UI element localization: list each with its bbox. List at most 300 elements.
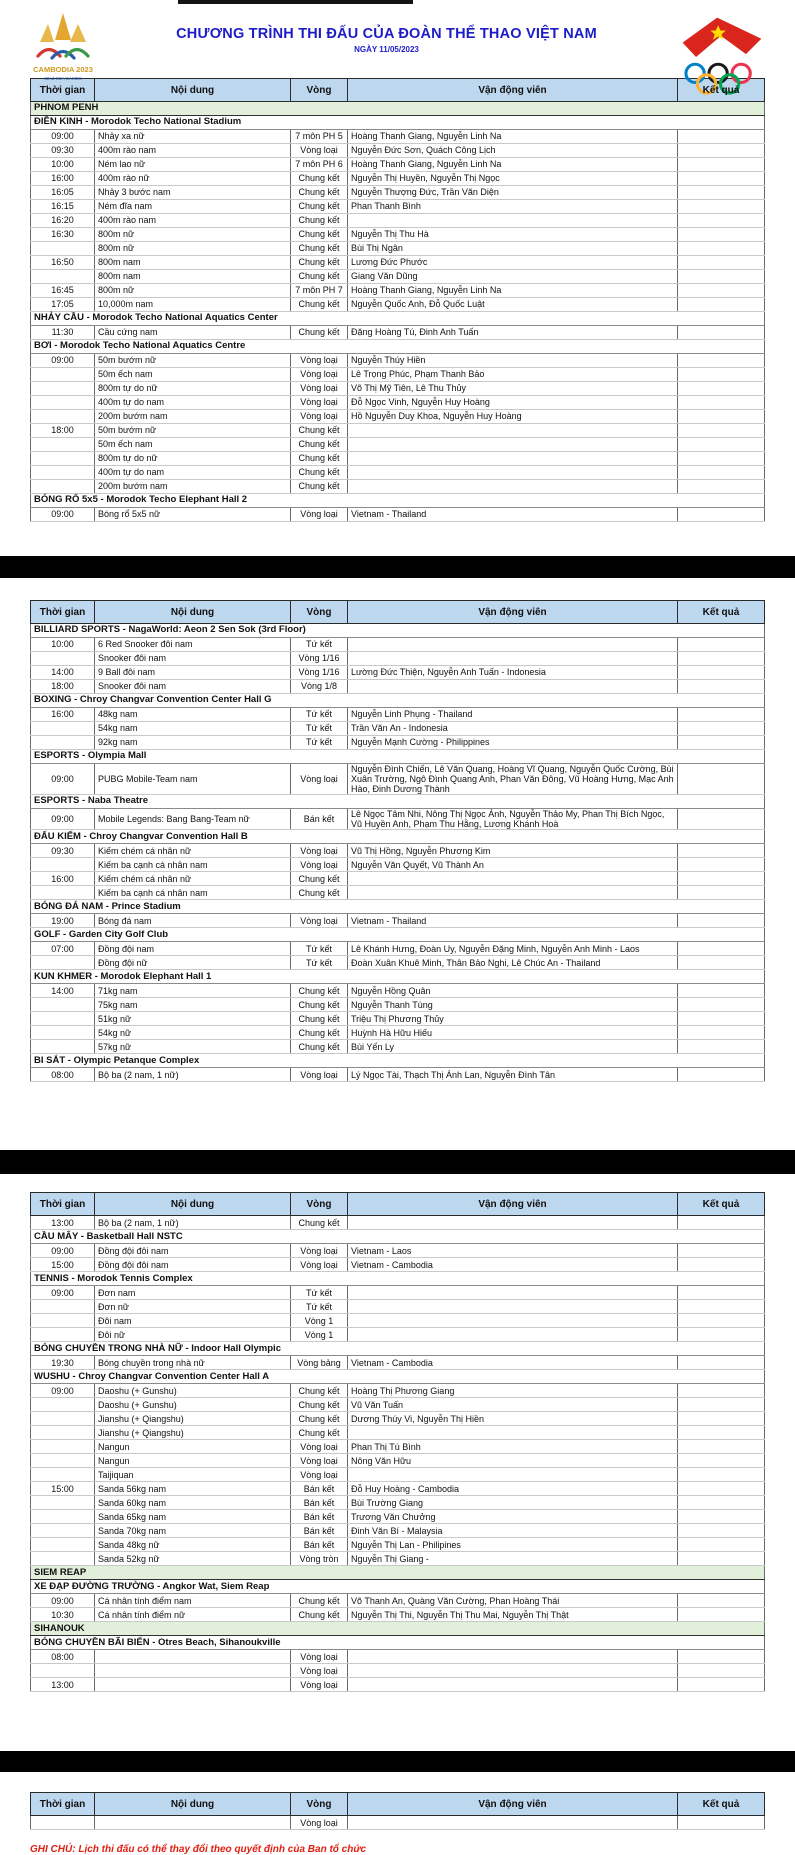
column-header: Vòng [291,601,348,624]
event-cell: 400m rào nữ [95,172,291,186]
round-cell: Vòng loại [291,508,348,522]
time-cell [31,466,95,480]
round-cell: Vòng loại [291,368,348,382]
event-row [31,1356,765,1370]
time-cell [31,886,95,900]
result-cell [678,326,765,340]
athletes-cell: Nguyễn Văn Quyết, Vũ Thành An [348,858,678,872]
result-cell [678,1286,765,1300]
event-row [31,368,765,382]
sport-section-row [31,970,765,984]
sport-section-row [31,694,765,708]
event-cell: Taijiquan [95,1468,291,1482]
event-row [31,844,765,858]
scan-artifact-line [178,0,413,4]
result-cell [678,1816,765,1830]
athletes-cell: Vũ Thị Hồng, Nguyễn Phương Kim [348,844,678,858]
result-cell [678,256,765,270]
athletes-cell [348,466,678,480]
page-title: CHƯƠNG TRÌNH THI ĐẤU CỦA ĐOÀN THỂ THAO VIỆT NAM [176,26,597,42]
event-row [31,652,765,666]
round-cell: Tứ kết [291,1300,348,1314]
event-cell: 6 Red Snooker đôi nam [95,638,291,652]
result-cell [678,354,765,368]
athletes-cell: Nguyễn Hồng Quân [348,984,678,998]
athletes-cell: Dương Thúy Vi, Nguyễn Thị Hiền [348,1412,678,1426]
athletes-cell: Vietnam - Laos [348,1244,678,1258]
result-cell [678,242,765,256]
athletes-cell: Nguyễn Thúy Hiền [348,354,678,368]
event-row [31,1608,765,1622]
column-header: Thời gian [31,601,95,624]
round-cell: Bán kết [291,1510,348,1524]
schedule-page-2 [30,600,765,1082]
event-cell: Đồng đội nữ [95,956,291,970]
sport-section-row [31,830,765,844]
column-header: Kết quả [678,1193,765,1216]
time-cell: 16:00 [31,708,95,722]
result-cell [678,508,765,522]
athletes-cell [348,1216,678,1230]
event-row [31,736,765,750]
event-row [31,1040,765,1054]
column-header: Thời gian [31,1793,95,1816]
athletes-cell [348,1664,678,1678]
round-cell: Chung kết [291,1594,348,1608]
round-cell: Vòng tròn [291,1552,348,1566]
result-cell [678,1384,765,1398]
event-row [31,886,765,900]
athletes-cell: Bùi Trường Giang [348,1496,678,1510]
event-cell: Mobile Legends: Bang Bang-Team nữ [95,809,291,830]
column-header: Vòng [291,79,348,102]
round-cell: Tứ kết [291,722,348,736]
event-cell: Sanda 60kg nam [95,1496,291,1510]
event-cell: 800m tự do nữ [95,382,291,396]
time-cell [31,1454,95,1468]
column-header: Kết quả [678,79,765,102]
round-cell: Bán kết [291,1496,348,1510]
result-cell [678,1412,765,1426]
result-cell [678,284,765,298]
athletes-cell: Trương Văn Chưởng [348,1510,678,1524]
event-cell: Sanda 52kg nữ [95,1552,291,1566]
round-cell: Tứ kết [291,638,348,652]
event-cell: 800m nam [95,270,291,284]
time-cell [31,410,95,424]
event-row [31,666,765,680]
athletes-cell: Nguyễn Mạnh Cường - Philippines [348,736,678,750]
event-cell: Snooker đôi nam [95,680,291,694]
event-cell: Nangun [95,1440,291,1454]
event-row [31,1314,765,1328]
athletes-cell: Vietnam - Cambodia [348,1356,678,1370]
city-label: SIHANOUK [31,1622,765,1636]
round-cell: Bán kết [291,1482,348,1496]
time-cell [31,1468,95,1482]
round-cell: Chung kết [291,242,348,256]
schedule-table [30,1192,765,1692]
athletes-cell: Nguyễn Đức Sơn, Quách Công Lịch [348,144,678,158]
event-cell: Đồng đội nam [95,942,291,956]
athletes-cell: Hồ Nguyễn Duy Khoa, Nguyễn Huy Hoàng [348,410,678,424]
athletes-cell [348,638,678,652]
round-cell: Vòng loại [291,1650,348,1664]
result-cell [678,886,765,900]
athletes-cell: Lê Ngọc Tâm Nhi, Nông Thị Ngọc Ánh, Nguyễn Thảo My, Phan Thị Bích Ngọc, Vũ Huyền Anh, Phạm Thu Hằng, Lương Khánh Hoà [348,809,678,830]
event-cell: Snooker đôi nam [95,652,291,666]
time-cell: 16:00 [31,872,95,886]
event-row [31,228,765,242]
schedule-page-1 [30,78,765,522]
column-header: Thời gian [31,79,95,102]
result-cell [678,942,765,956]
time-cell [31,1412,95,1426]
time-cell: 16:45 [31,284,95,298]
time-cell: 09:00 [31,1244,95,1258]
result-cell [678,1040,765,1054]
event-cell: 54kg nam [95,722,291,736]
time-cell: 07:00 [31,942,95,956]
event-row [31,708,765,722]
round-cell: Chung kết [291,886,348,900]
event-cell: 51kg nữ [95,1012,291,1026]
event-row [31,158,765,172]
event-row [31,1384,765,1398]
event-cell: Bóng chuyền trong nhà nữ [95,1356,291,1370]
sport-venue-label: CẦU MÂY - Basketball Hall NSTC [31,1230,765,1244]
event-row [31,200,765,214]
sport-section-row [31,1370,765,1384]
event-cell [95,1816,291,1830]
column-header: Kết quả [678,1793,765,1816]
time-cell [31,1300,95,1314]
event-cell: Bộ ba (2 nam, 1 nữ) [95,1216,291,1230]
time-cell: 16:30 [31,228,95,242]
sport-venue-label: BOXING - Chroy Changvar Convention Center Hall G [31,694,765,708]
athletes-cell: Lương Đức Phước [348,256,678,270]
result-cell [678,680,765,694]
time-cell: 09:30 [31,144,95,158]
result-cell [678,130,765,144]
event-row [31,942,765,956]
event-row [31,1594,765,1608]
event-cell: Đồng đội đôi nam [95,1244,291,1258]
round-cell: Chung kết [291,466,348,480]
athletes-cell [348,1426,678,1440]
event-row [31,396,765,410]
athletes-cell: Nguyễn Thị Lan - Philipines [348,1538,678,1552]
result-cell [678,270,765,284]
result-cell [678,298,765,312]
athletes-cell: Đỗ Huy Hoàng - Cambodia [348,1482,678,1496]
time-cell [31,1524,95,1538]
result-cell [678,1496,765,1510]
event-cell: 71kg nam [95,984,291,998]
time-cell [31,452,95,466]
event-cell: 54kg nữ [95,1026,291,1040]
sport-venue-label: TENNIS - Morodok Tennis Complex [31,1272,765,1286]
time-cell [31,438,95,452]
athletes-cell [348,424,678,438]
athletes-cell [348,438,678,452]
result-cell [678,214,765,228]
result-cell [678,736,765,750]
round-cell: Chung kết [291,998,348,1012]
column-header-row [31,1793,765,1816]
time-cell: 15:00 [31,1258,95,1272]
sport-section-row [31,1272,765,1286]
time-cell [31,1664,95,1678]
event-cell: 75kg nam [95,998,291,1012]
olympic-ring-blue [686,64,704,82]
athletes-cell [348,1300,678,1314]
olympic-ring-red [732,64,750,82]
round-cell: Chung kết [291,298,348,312]
round-cell: Chung kết [291,424,348,438]
time-cell [31,1538,95,1552]
seagames-2023-logo [26,10,100,90]
round-cell: Tứ kết [291,736,348,750]
event-row [31,354,765,368]
round-cell: 7 môn PH 5 [291,130,348,144]
event-row [31,1816,765,1830]
sport-section-row [31,1580,765,1594]
column-header: Vận động viên [348,1793,678,1816]
athletes-cell: Phan Thanh Bình [348,200,678,214]
sport-venue-label: BƠI - Morodok Techo National Aquatics Centre [31,340,765,354]
event-cell: Đơn nữ [95,1300,291,1314]
round-cell: Chung kết [291,1608,348,1622]
sport-venue-label: ĐẤU KIẾM - Chroy Changvar Convention Hall B [31,830,765,844]
column-header: Vận động viên [348,601,678,624]
event-row [31,1412,765,1426]
round-cell: Chung kết [291,214,348,228]
result-cell [678,1300,765,1314]
result-cell [678,1426,765,1440]
event-cell: Nhảy 3 bước nam [95,186,291,200]
schedule-page-4 [30,1792,765,1830]
event-row [31,914,765,928]
athletes-cell: Hoàng Thanh Giang, Nguyễn Linh Na [348,158,678,172]
round-cell: Vòng bảng [291,1356,348,1370]
sport-section-row [31,1230,765,1244]
event-cell: Ném đĩa nam [95,200,291,214]
result-cell [678,764,765,795]
event-row [31,1012,765,1026]
sport-venue-label: BI SẮT - Olympic Petanque Complex [31,1054,765,1068]
time-cell: 16:50 [31,256,95,270]
event-row [31,1426,765,1440]
time-cell [31,1398,95,1412]
event-cell: 50m bướm nữ [95,354,291,368]
event-row [31,186,765,200]
event-cell: 800m nam [95,256,291,270]
event-row [31,680,765,694]
olympic-ring-black [709,64,727,82]
sport-section-row [31,1054,765,1068]
round-cell: Vòng loại [291,1816,348,1830]
sport-section-row [31,312,765,326]
result-cell [678,1678,765,1692]
sport-section-row [31,494,765,508]
city-label: PHNOM PENH [31,102,765,116]
result-cell [678,172,765,186]
time-cell: 16:05 [31,186,95,200]
event-row [31,1244,765,1258]
athletes-cell: Đinh Văn Bí - Malaysia [348,1524,678,1538]
result-cell [678,1608,765,1622]
result-cell [678,708,765,722]
time-cell: 09:00 [31,764,95,795]
sport-venue-label: ESPORTS - Olympia Mall [31,750,765,764]
result-cell [678,1524,765,1538]
athletes-cell: Đoàn Xuân Khuê Minh, Thân Bảo Nghi, Lê Chúc An - Thailand [348,956,678,970]
result-cell [678,1012,765,1026]
seagames-logo-text: CAMBODIA 2023 [33,65,93,74]
time-cell: 10:00 [31,158,95,172]
athletes-cell [348,680,678,694]
athletes-cell: Nông Văn Hữu [348,1454,678,1468]
event-row [31,1258,765,1272]
column-header: Vòng [291,1793,348,1816]
event-row [31,1538,765,1552]
event-row [31,508,765,522]
event-cell: Sanda 65kg nam [95,1510,291,1524]
column-header: Kết quả [678,601,765,624]
round-cell: Vòng loại [291,1468,348,1482]
event-cell: 50m bướm nữ [95,424,291,438]
round-cell: Vòng loại [291,410,348,424]
sport-section-row [31,795,765,809]
round-cell: Vòng loại [291,1454,348,1468]
event-row [31,1454,765,1468]
athletes-cell: Hoàng Thanh Giang, Nguyễn Linh Na [348,284,678,298]
time-cell: 09:00 [31,354,95,368]
result-cell [678,158,765,172]
event-row [31,809,765,830]
round-cell: Vòng 1 [291,1328,348,1342]
time-cell [31,858,95,872]
round-cell: Vòng 1/8 [291,680,348,694]
athletes-cell: Võ Thanh An, Quàng Văn Cường, Phan Hoàng Thái [348,1594,678,1608]
event-cell: Cầu cứng nam [95,326,291,340]
event-row [31,144,765,158]
athletes-cell: Bùi Thị Ngân [348,242,678,256]
round-cell: Chung kết [291,326,348,340]
event-row [31,998,765,1012]
event-cell: 200m bướm nam [95,410,291,424]
event-cell: Đơn nam [95,1286,291,1300]
time-cell [31,480,95,494]
result-cell [678,1454,765,1468]
time-cell [31,270,95,284]
round-cell: Chung kết [291,984,348,998]
athletes-cell: Nguyễn Thị Thu Hà [348,228,678,242]
event-row [31,858,765,872]
event-row [31,1650,765,1664]
round-cell: Vòng loại [291,382,348,396]
result-cell [678,722,765,736]
event-cell: Nhảy xa nữ [95,130,291,144]
event-cell: Jianshu (+ Qiangshu) [95,1412,291,1426]
event-row [31,1482,765,1496]
event-cell: 800m nữ [95,284,291,298]
time-cell: 09:00 [31,1384,95,1398]
column-header: Nội dung [95,79,291,102]
athletes-cell: Vũ Văn Tuấn [348,1398,678,1412]
time-cell: 09:00 [31,809,95,830]
time-cell: 18:00 [31,680,95,694]
athletes-cell: Giang Văn Dũng [348,270,678,284]
time-cell: 19:30 [31,1356,95,1370]
round-cell: Tứ kết [291,956,348,970]
result-cell [678,438,765,452]
time-cell [31,396,95,410]
time-cell [31,1040,95,1054]
athletes-cell [348,1328,678,1342]
event-row [31,242,765,256]
column-header: Vận động viên [348,79,678,102]
result-cell [678,466,765,480]
time-cell: 13:00 [31,1216,95,1230]
event-cell: 50m ếch nam [95,368,291,382]
time-cell: 18:00 [31,424,95,438]
result-cell [678,1468,765,1482]
sport-venue-label: BÓNG ĐÁ NAM - Prince Stadium [31,900,765,914]
event-row [31,1552,765,1566]
time-cell: 08:00 [31,1068,95,1082]
athletes-cell: Lý Ngọc Tài, Thạch Thị Ánh Lan, Nguyễn Đình Tân [348,1068,678,1082]
round-cell: Chung kết [291,872,348,886]
event-cell: Daoshu (+ Gunshu) [95,1384,291,1398]
athletes-cell [348,1314,678,1328]
event-row [31,764,765,795]
result-cell [678,844,765,858]
round-cell: Chung kết [291,452,348,466]
time-cell [31,368,95,382]
round-cell: Chung kết [291,270,348,284]
result-cell [678,424,765,438]
result-cell [678,1510,765,1524]
event-cell: 92kg nam [95,736,291,750]
event-cell: Bóng đá nam [95,914,291,928]
result-cell [678,872,765,886]
event-row [31,382,765,396]
event-row [31,1398,765,1412]
round-cell: Vòng loại [291,1258,348,1272]
event-row [31,214,765,228]
column-header-row [31,601,765,624]
round-cell: Chung kết [291,256,348,270]
round-cell: Tứ kết [291,942,348,956]
athletes-cell [348,652,678,666]
athletes-cell [348,872,678,886]
column-header-row [31,1193,765,1216]
event-cell: 9 Ball đôi nam [95,666,291,680]
seagames-logo-subtext: 32nd SEA GAMES [44,76,82,81]
event-row [31,1286,765,1300]
athletes-cell: Trần Văn An - Indonesia [348,722,678,736]
round-cell: Vòng loại [291,1664,348,1678]
result-cell [678,1594,765,1608]
time-cell [31,1426,95,1440]
page-break-bar [0,1751,795,1772]
round-cell: Chung kết [291,1412,348,1426]
athletes-cell: Vietnam - Cambodia [348,1258,678,1272]
event-cell: 800m nữ [95,228,291,242]
result-cell [678,809,765,830]
